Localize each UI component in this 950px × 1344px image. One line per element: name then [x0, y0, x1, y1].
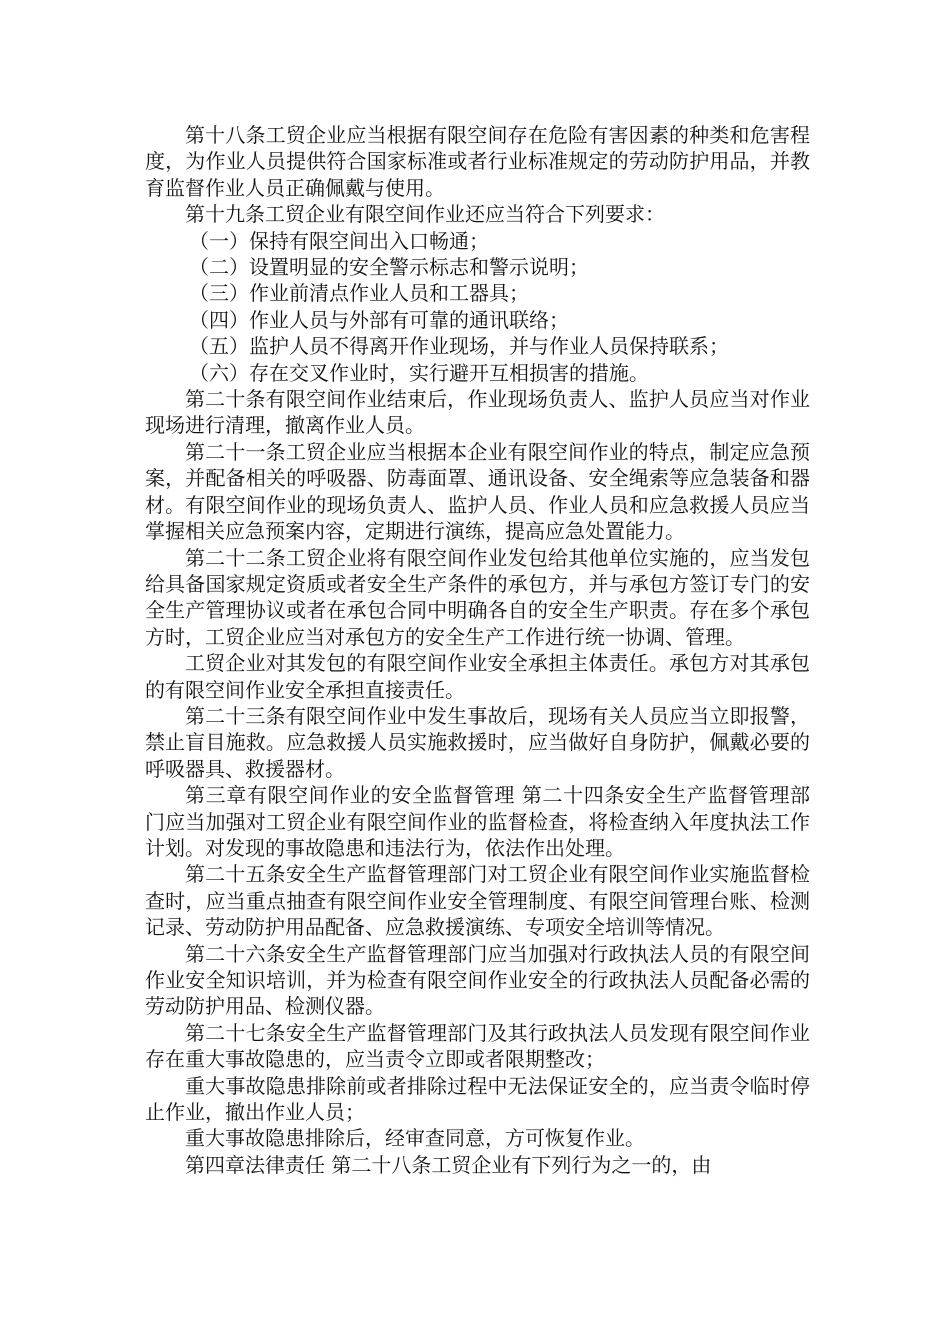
paragraph-article-26: 第二十六条安全生产监督管理部门应当加强对行政执法人员的有限空间作业安全知识培训，并为检查有限空间作业安全的行政执法人员配备必需的劳动防护用品、检测仪器。: [145, 941, 810, 1019]
list-item-5: （五）监护人员不得离开作业现场，并与作业人员保持联系；: [189, 334, 729, 359]
paragraph-article-23: 第二十三条有限空间作业中发生事故后，现场有关人员应当立即报警，禁止盲目施救。应急救援人员实施救援时，应当做好自身防护，佩戴必要的呼吸器具、救援器材。: [145, 703, 810, 781]
paragraph-article-22: 第二十二条工贸企业将有限空间作业发包给其他单位实施的，应当发包给具备国家规定资质或者安全生产条件的承包方，并与承包方签订专门的安全生产管理协议或者在承包合同中明确各自的安全生产职责。存在多个承包方时，工贸企业应当对承包方的安全生产工作进行统一协调、管理。: [145, 545, 810, 649]
paragraph-article-27-cont-2: 重大事故隐患排除后，经审查同意，方可恢复作业。: [185, 1126, 645, 1151]
paragraph-article-25: 第二十五条安全生产监督管理部门对工贸企业有限空间作业实施监督检查时，应当重点抽查有限空间作业安全管理制度、有限空间管理台账、检测记录、劳动防护用品配备、应急救援演练、专项安全培训等情况。: [145, 862, 810, 940]
list-item-4: （四）作业人员与外部有可靠的通讯联络；: [189, 307, 569, 332]
paragraph-article-21: 第二十一条工贸企业应当根据本企业有限空间作业的特点，制定应急预案，并配备相关的呼吸器、防毒面罩、通讯设备、安全绳索等应急装备和器材。有限空间作业的现场负责人、监护人员、作业人员和应急救援人员应当掌握相关应急预案内容，定期进行演练，提高应急处置能力。: [145, 439, 810, 544]
paragraph-article-18: 第十八条工贸企业应当根据有限空间存在危险有害因素的种类和危害程度，为作业人员提供符合国家标准或者行业标准规定的劳动防护用品，并教育监督作业人员正确佩戴与使用。: [145, 123, 810, 200]
list-item-6: （六）存在交叉作业时，实行避开互相损害的措施。: [189, 360, 649, 385]
paragraph-article-19: 第十九条工贸企业有限空间作业还应当符合下列要求：: [185, 202, 665, 227]
paragraph-article-27-cont-1: 重大事故隐患排除前或者排除过程中无法保证安全的，应当责令临时停止作业，撤出作业人员；: [145, 1073, 810, 1125]
paragraph-article-27: 第二十七条安全生产监督管理部门及其行政执法人员发现有限空间作业存在重大事故隐患的，应当责令立即或者限期整改；: [145, 1020, 810, 1072]
paragraph-chapter-3-article-24: 第三章有限空间作业的安全监督管理 第二十四条安全生产监督管理部门应当加强对工贸企业有限空间作业的监督检查，将检查纳入年度执法工作计划。对发现的事故隐患和违法行为，依法作出处理。: [145, 783, 810, 860]
document-body: [145, 122, 810, 1178]
list-item-3: （三）作业前清点作业人员和工器具；: [189, 281, 529, 306]
list-item-1: （一）保持有限空间出入口畅通；: [189, 228, 489, 253]
list-item-2: （二）设置明显的安全警示标志和警示说明；: [189, 255, 589, 280]
paragraph-article-22-cont: 工贸企业对其发包的有限空间作业安全承担主体责任。承包方对其承包的有限空间作业安全承担直接责任。: [145, 651, 810, 702]
paragraph-chapter-4-article-28: 第四章法律责任 第二十八条工贸企业有下列行为之一的，由: [185, 1152, 712, 1177]
paragraph-article-20: 第二十条有限空间作业结束后，作业现场负责人、监护人员应当对作业现场进行清理，撤离作业人员。: [145, 387, 810, 438]
